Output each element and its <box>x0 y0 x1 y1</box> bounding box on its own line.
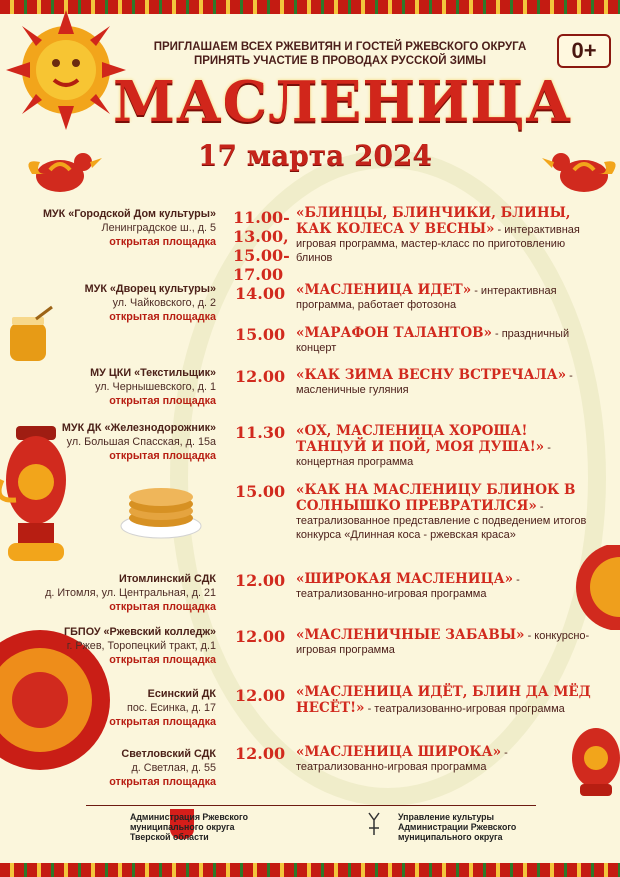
event-time: 12.00 <box>235 744 286 763</box>
event-description: - конкурсно-игровая программа <box>296 630 590 656</box>
venue-5 <box>6 572 216 614</box>
venue-name: Светловский СДК <box>121 748 216 760</box>
event-title: «ОХ, МАСЛЕНИЦА ХОРОША! ТАНЦУЙ И ПОЙ, МОЯ ДУША!» <box>296 423 545 455</box>
event-title: «МАСЛЕНИЦА ИДЕТ» <box>296 282 472 298</box>
event-description: - театрализованно-игровая программа <box>367 703 565 715</box>
venue-kind: открытая площадка <box>109 654 216 666</box>
age-rating-badge: 0+ <box>557 34 611 68</box>
bird-icon <box>542 144 620 200</box>
event-time: 15.00 <box>235 325 286 344</box>
event-title: «МАСЛЕНИЧНЫЕ ЗАБАВЫ» <box>296 627 525 643</box>
event-time: 12.00 <box>235 367 286 386</box>
pancakes-icon <box>118 482 204 540</box>
footer-culture-text <box>398 812 553 842</box>
venue-kind: открытая площадка <box>109 716 216 728</box>
bottom-ornament-border <box>0 863 620 877</box>
event-10 <box>296 744 594 774</box>
event-2 <box>296 282 594 312</box>
footer-culture-line-1: Управление культуры <box>398 812 495 822</box>
footer-culture-line-2: Администрации Ржевского <box>398 822 517 832</box>
venue-kind: открытая площадка <box>109 395 216 407</box>
venue-address: ул. Чернышевского, д. 1 <box>95 381 216 393</box>
venue-kind: открытая площадка <box>109 236 216 248</box>
event-1 <box>296 205 594 265</box>
poster-title: МАСЛЕНИЦА <box>113 69 572 135</box>
venue-7 <box>6 687 216 729</box>
venue-kind: открытая площадка <box>109 450 216 462</box>
event-9 <box>296 684 594 716</box>
venue-address: д. Светлая, д. 55 <box>131 762 216 774</box>
event-description: - масленичные гуляния <box>296 370 573 396</box>
event-time: 12.00 <box>235 686 286 705</box>
invitation-text <box>130 40 550 68</box>
event-6 <box>296 482 594 542</box>
event-description: - театрализованное представление с подведением итогов конкурса «Длинная коса - ржевская краса» <box>296 501 587 541</box>
event-5 <box>296 423 594 469</box>
venue-address: ул. Чайковского, д. 2 <box>112 297 216 309</box>
venue-name: Итомлинский СДК <box>119 573 216 585</box>
bird-icon <box>22 144 102 200</box>
event-title: «МАСЛЕНИЦА ШИРОКА» <box>296 744 502 760</box>
event-4 <box>296 367 594 397</box>
venue-name: МУК «Городской Дом культуры» <box>42 208 216 220</box>
invitation-line-1: ПРИГЛАШАЕМ ВСЕХ РЖЕВИТЯН И ГОСТЕЙ РЖЕВСКОГО ОКРУГА <box>153 41 527 53</box>
venue-1 <box>6 207 216 249</box>
footer-admin-line-2: муниципального округа <box>130 822 235 832</box>
event-description: - интерактивная игровая программа, мастер-класс по приготовлению блинов <box>296 224 580 264</box>
venue-name: МУ ЦКИ «Текстильщик» <box>90 367 216 379</box>
venue-8 <box>6 747 216 789</box>
event-7 <box>296 571 594 601</box>
event-time: 14.00 <box>235 284 286 303</box>
venue-4 <box>6 421 216 463</box>
event-description: - праздничный концерт <box>296 328 570 354</box>
event-title: «МАСЛЕНИЦА ИДЁТ, БЛИН ДА МЁД НЕСЁТ!» <box>296 684 591 716</box>
event-title: «КАК ЗИМА ВЕСНУ ВСТРЕЧАЛА» <box>296 367 567 383</box>
event-title: «КАК НА МАСЛЕНИЦУ БЛИНОК В СОЛНЫШКО ПРЕВРАТИЛСЯ» <box>296 482 576 514</box>
event-time: 11.30 <box>235 423 286 442</box>
footer-culture-line-3: муниципального округа <box>398 832 503 842</box>
event-time: 12.00 <box>235 571 286 590</box>
venue-kind: открытая площадка <box>109 601 216 613</box>
event-time-line-1: 11.00-13.00, <box>233 208 290 246</box>
venue-name: МУК «Дворец культуры» <box>84 283 216 295</box>
event-title: «ШИРОКАЯ МАСЛЕНИЦА» <box>296 571 514 587</box>
event-8 <box>296 627 594 657</box>
event-title: «МАРАФОН ТАЛАНТОВ» <box>296 325 492 341</box>
venue-address: пос. Есинка, д. 17 <box>127 702 216 714</box>
venue-name: Есинский ДК <box>147 688 216 700</box>
venue-kind: открытая площадка <box>109 776 216 788</box>
venue-3 <box>6 366 216 408</box>
venue-address: ул. Большая Спасская, д. 15а <box>66 436 216 448</box>
footer-admin-line-3: Тверской области <box>130 832 209 842</box>
event-description: - театрализованно-игровая программа <box>296 574 520 600</box>
invitation-line-2: ПРИНЯТЬ УЧАСТИЕ В ПРОВОДАХ РУССКОЙ ЗИМЫ <box>193 55 487 67</box>
venue-address: д. Итомля, ул. Центральная, д. 21 <box>45 587 216 599</box>
culture-logo-icon <box>365 810 383 838</box>
event-description: - интерактивная программа, работает фотозона <box>296 285 557 311</box>
venue-address: г. Ржев, Торопецкий тракт, д.1 <box>66 640 216 652</box>
venue-2 <box>6 282 216 324</box>
event-time: 15.00 <box>235 482 286 501</box>
footer-admin-line-1: Администрация Ржевского <box>130 812 248 822</box>
venue-name: МУК ДК «Железнодорожник» <box>61 422 216 434</box>
venue-6 <box>6 625 216 667</box>
event-time-line-2: 15.00-17.00 <box>233 246 290 284</box>
footer-admin-text <box>130 812 275 842</box>
event-description: - театрализованно-игровая программа <box>296 747 508 773</box>
venue-name: ГБПОУ «Ржевский колледж» <box>64 626 216 638</box>
event-date: 17 марта 2024 <box>198 139 432 172</box>
event-time: 12.00 <box>235 627 286 646</box>
event-title: «БЛИНЦЫ, БЛИНЧИКИ, БЛИНЫ, КАК КОЛЕСА У ВЕСНЫ» <box>296 205 571 237</box>
event-3 <box>296 325 594 355</box>
venue-address: Ленинградское ш., д. 5 <box>101 222 216 234</box>
event-description: - концертная программа <box>296 442 551 468</box>
venue-kind: открытая площадка <box>109 311 216 323</box>
